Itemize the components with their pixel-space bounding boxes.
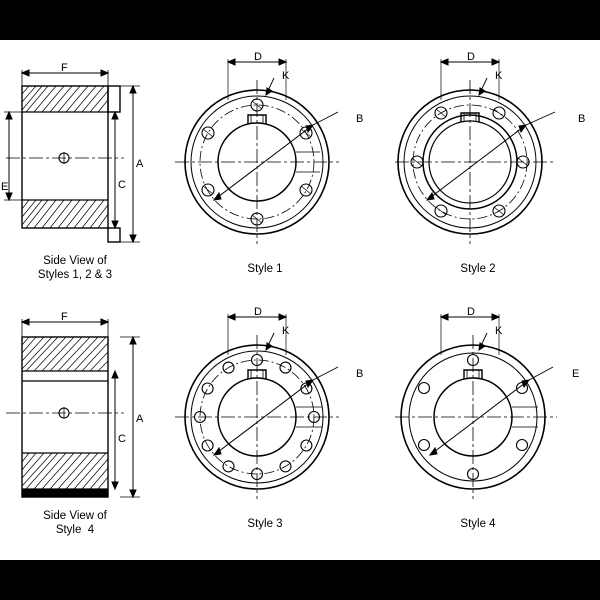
caption-side-view-123-line2: Styles 1, 2 & 3 [37, 269, 113, 281]
side-view-123-drawing [0, 40, 160, 260]
dim-label-B-style2: B [578, 113, 586, 125]
dim-label-C-top: C [118, 179, 126, 191]
dim-label-E-style4: E [572, 368, 580, 380]
dim-label-K-style2: K [495, 70, 503, 82]
caption-side-view-123-line1: Side View of [43, 255, 107, 267]
caption-style-1: Style 1 [247, 263, 283, 275]
dim-label-K-style3: K [282, 325, 290, 337]
style-3-drawing [170, 295, 360, 515]
dim-label-A-top: A [136, 158, 144, 170]
dim-label-F-bottom: F [61, 311, 68, 323]
caption-style-4: Style 4 [460, 518, 496, 530]
dim-label-F-top: F [61, 62, 68, 74]
dim-label-D-style1: D [254, 51, 262, 63]
dim-label-D-style3: D [254, 306, 262, 318]
side-view-4-drawing [0, 295, 160, 515]
dim-label-D-style2: D [467, 51, 475, 63]
dim-label-B-style1: B [356, 113, 364, 125]
style-1-drawing [170, 40, 360, 260]
dim-label-C-bottom: C [118, 433, 126, 445]
drawing-canvas [0, 40, 600, 560]
dim-label-B-style3: B [356, 368, 364, 380]
caption-side-view-4-line1: Side View of [43, 510, 107, 522]
caption-style-2: Style 2 [460, 263, 496, 275]
caption-side-view-4-line2: Style 4 [55, 524, 95, 536]
dim-label-E-top: E [1, 181, 9, 193]
dim-label-D-style4: D [467, 306, 475, 318]
dim-label-K-style4: K [495, 325, 503, 337]
dim-label-A-bottom: A [136, 413, 144, 425]
dim-label-K-style1: K [282, 70, 290, 82]
caption-style-3: Style 3 [247, 518, 283, 530]
